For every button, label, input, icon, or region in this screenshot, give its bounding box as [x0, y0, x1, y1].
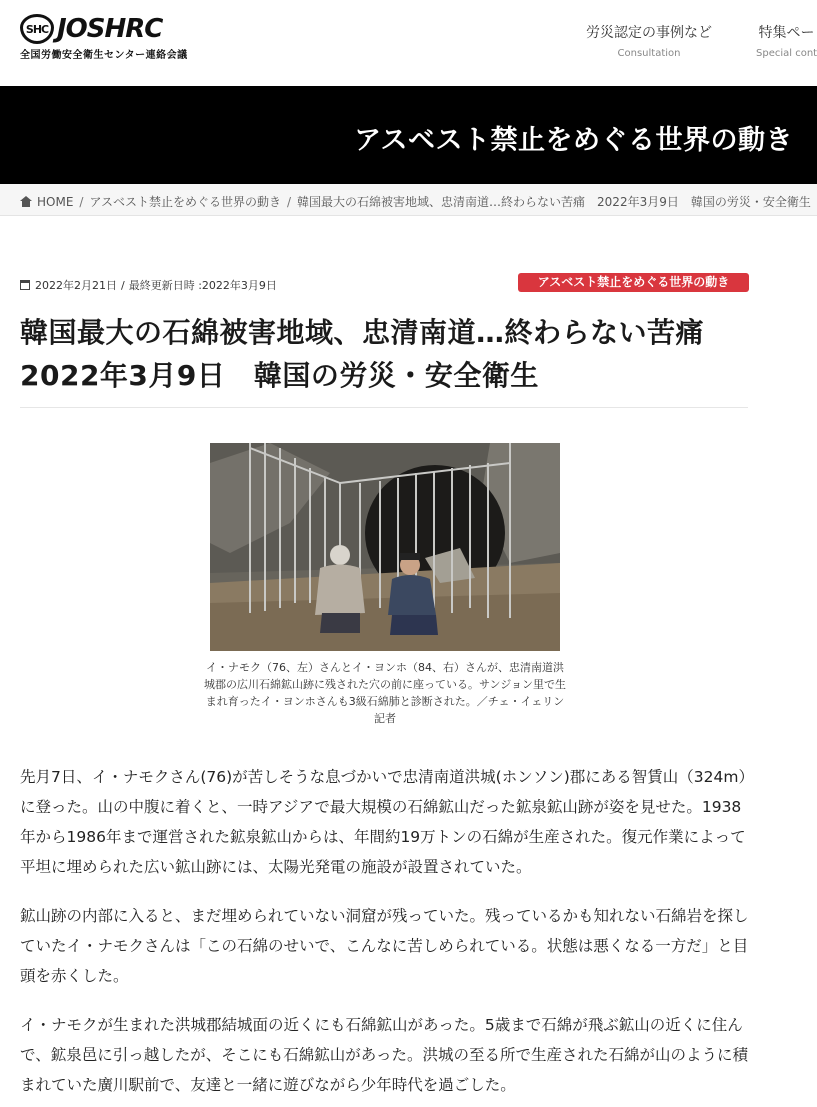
- article-paragraph: 先月7日、イ・ナモクさん(76)が苦しそうな息づかいで忠清南道洪城(ホンソン)郡にある智賃山（324m）に登った。山の中腹に着くと、一時アジアで最大規模の石綿鉱山だった鉱泉鉱山跡が姿を見せた。1938年から1986年まで運営された鉱泉鉱山からは、年間約19万トンの石綿が生産された。復元作業によって平坦に埋められた広い鉱山跡には、太陽光発電の施設が設置されていた。: [20, 768, 747, 876]
- article-paragraph: 鉱山跡の内部に入ると、まだ埋められていない洞窟が残っていた。残っているかも知れない石綿岩を探していたイ・ナモクさんは「この石綿のせいで、こんなに苦しめられている。状態は悪くなる一方だ」と目頭を赤くした。: [20, 907, 749, 985]
- breadcrumb-separator: /: [286, 194, 292, 209]
- banner-title: アスベスト禁止をめぐる世界の動き: [354, 125, 793, 156]
- category-badge[interactable]: アスベスト禁止をめぐる世界の動き: [518, 273, 749, 292]
- breadcrumb: [0, 184, 817, 216]
- article-photo: [210, 443, 560, 651]
- site-logo[interactable]: [20, 14, 188, 61]
- title-divider: [20, 407, 748, 408]
- nav-item-sublabel: Special cont: [756, 48, 817, 59]
- post-meta: [20, 277, 277, 293]
- article-body: [20, 762, 750, 1107]
- logo-subtitle: 全国労働安全衛生センター連絡会議: [20, 50, 188, 61]
- breadcrumb-home[interactable]: HOME: [37, 194, 74, 209]
- published-date: 2022年2月21日: [35, 279, 117, 292]
- page-banner: [0, 86, 817, 184]
- breadcrumb-separator: /: [79, 194, 84, 209]
- calendar-icon: [20, 280, 30, 290]
- article-paragraph: イ・ナモクが生まれた洪城郡結城面の近くにも石綿鉱山があった。5歳まで石綿が飛ぶ鉱山の近くに住んで、鉱泉邑に引っ越したが、そこにも石綿鉱山があった。洪城の至る所で生産された石綿が山のように積まれていた廣川駅前で、友達と一緒に遊びながら少年時代を過ごした。: [20, 1016, 749, 1094]
- logo-mark: SHC: [20, 14, 54, 44]
- main-nav: [586, 22, 817, 59]
- home-icon: [20, 196, 32, 207]
- breadcrumb-category[interactable]: アスベスト禁止をめぐる世界の動き: [89, 195, 281, 209]
- site-header: [0, 0, 817, 86]
- nav-item-label: 特集ペー: [758, 25, 815, 41]
- nav-item-consultation[interactable]: [586, 22, 712, 59]
- breadcrumb-current: 韓国最大の石綿被害地域、忠清南道…終わらない苦痛 2022年3月9日 韓国の労災・安全衛生: [297, 195, 811, 209]
- updated-label: 最終更新日時 :: [128, 279, 202, 292]
- nav-item-special[interactable]: [756, 22, 817, 59]
- logo-text: JOSHRC: [57, 14, 163, 44]
- photo-caption: イ・ナモク（76、左）さんとイ・ヨンホ（84、右）さんが、忠清南道洪城郡の広川石綿鉱山跡に残された穴の前に座っている。サンジョン里で生まれ育ったイ・ヨンホさんも3級石綿肺と診断された。／チェ・イェリン記者: [204, 661, 566, 725]
- nav-item-label: 労災認定の事例など: [586, 25, 712, 41]
- article-title: 韓国最大の石綿被害地域、忠清南道…終わらない苦痛 2022年3月9日 韓国の労災・安全衛生: [20, 316, 733, 392]
- meta-separator: /: [121, 278, 125, 292]
- updated-date: 2022年3月9日: [201, 279, 277, 292]
- nav-item-sublabel: Consultation: [617, 48, 681, 59]
